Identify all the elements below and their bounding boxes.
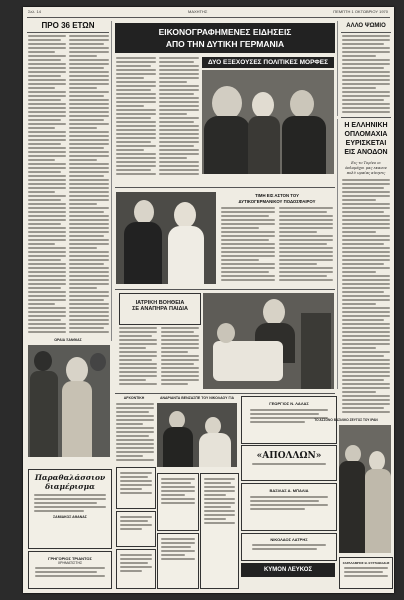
photo-football-honor bbox=[116, 192, 216, 284]
story3-title-line1: ΙΑΤΡΙΚΗ ΒΟΗΘΕΙΑ bbox=[135, 300, 185, 306]
small-ad-6 bbox=[200, 473, 239, 589]
column-rule bbox=[337, 21, 338, 116]
small-ad-4 bbox=[157, 473, 199, 531]
right-text-1 bbox=[342, 35, 390, 115]
statue-caption: ΑΝΔΡΙΑΝΤΑ ΒΕΝΖΑΣΠΕ ΤΟΥ ΝΙΚΟΛΑΟΥ ΓΙΑ bbox=[159, 396, 235, 400]
apollon-title: «ΑΠΟΛΛΩΝ» bbox=[256, 451, 322, 461]
right-text-2 bbox=[342, 179, 390, 415]
ad-title-line1: Παραθαλάσσιον bbox=[34, 473, 106, 482]
right-column-title: ΑΛΛΟ ΨΩΜΙΟ bbox=[346, 23, 386, 29]
photo-statue bbox=[157, 403, 237, 467]
kymon-banner: ΚΥΜΟΝ ΛΕΥΚΟΣ bbox=[241, 563, 335, 577]
left-text-col-1 bbox=[28, 35, 66, 335]
efstathiadis-name: ΧΑΡΑΛΑΜΠΟΣ Θ. ΕΥΣΤΑΘΙΑΔΗΣ bbox=[342, 561, 390, 565]
photo-medical-aid bbox=[203, 293, 334, 389]
ad-title-line2: διαμέρισμα bbox=[45, 482, 95, 491]
story3-text-b bbox=[161, 327, 199, 389]
broker-name: ΓΡΗΓΟΡΙΟΣ ΤΡΙΑΝΤΟΣ bbox=[48, 556, 92, 561]
broker-title: ΧΡΗΜΑΤΙΣΤΗΣ bbox=[57, 561, 83, 565]
fencing-headline-line2: ΟΠΛΟΜΑΧΙΑ bbox=[344, 131, 388, 138]
lalas-name: ΓΕΩΡΓΙΟΣ Ν. ΛΑΛΑΣ bbox=[269, 401, 309, 406]
left-photo-soldiers bbox=[28, 345, 110, 457]
title-rule bbox=[341, 32, 391, 33]
issue-date: ΠΕΜΠΤΗ 1 ΟΚΤΩΒΡΙΟΥ 1970 bbox=[333, 9, 388, 14]
story3-title-line2: ΣΕ ΑΝΑΠΗΡΑ ΠΑΙΔΙΑ bbox=[132, 306, 188, 312]
latris-name: ΝΙΚΟΛΑΟΣ ΛΑΤΡΗΣ bbox=[270, 537, 308, 542]
story2-text-b bbox=[279, 207, 333, 285]
story3-text-a bbox=[119, 327, 157, 389]
story1-text-b bbox=[159, 57, 199, 183]
chronicle-text bbox=[116, 403, 154, 463]
balias-ad bbox=[241, 483, 337, 531]
story2-title-line1: ΤΙΜΗ ΕΙΣ ΑΣΤΟΝ ΤΟΥ bbox=[255, 193, 299, 198]
balias-name: ΒΑΣΙΛΑΣ Α. ΜΠΑΛΙΑ bbox=[269, 488, 309, 493]
center-rule bbox=[115, 187, 335, 188]
story2-text-a bbox=[221, 207, 275, 285]
left-text-col-2 bbox=[69, 35, 109, 335]
left-column-title: ΠΡΟ 36 ΕΤΩΝ bbox=[41, 21, 95, 30]
photo-news-banner bbox=[115, 23, 335, 53]
masthead: ΜΑΧΗΤΗΣ bbox=[188, 9, 208, 14]
page-label: Σελ. 14 bbox=[28, 9, 41, 14]
banner-line-2: ΑΠΟ ΤΗΝ ΔΥΤΙΚΗ ΓΕΡΜΑΝΙΑ bbox=[165, 39, 285, 49]
latris-ad bbox=[241, 533, 337, 561]
header-rule bbox=[27, 17, 390, 18]
chronicle-title: ΑΡΧΟΝΤΙΚΗ bbox=[123, 396, 145, 400]
center-rule bbox=[115, 393, 335, 394]
fencing-headline-line1: Η ΕΛΛΗΝΙΚΗ bbox=[344, 122, 388, 129]
royal-couple-caption: ΤΟ ΑΣΣΟΝΟ ΒΑΣΙΛΙΚΟ ΖΕΥΓΟΣ ΤΟΥ ΙΡΑΝ bbox=[314, 418, 378, 422]
fencing-headline-line4: ΕΙΣ ΑΝΟΔΟΝ bbox=[344, 149, 388, 156]
photo-politicians bbox=[202, 70, 334, 174]
small-ad-2 bbox=[116, 511, 156, 547]
broker-ad bbox=[28, 551, 112, 589]
photo1-caption: ΔΥΟ ΕΞΕΧΟΥΣΕΣ ΠΟΛΙΤΙΚΕΣ ΜΟΡΦΕΣ bbox=[202, 57, 334, 68]
banner-line-1: ΕΙΚΟΝΟΓΡΑΦΗΜΕΝΕΣ ΕΙΔΗΣΕΙΣ bbox=[158, 27, 292, 37]
photo-royal-couple bbox=[339, 425, 391, 553]
apollon-ad bbox=[241, 445, 337, 481]
title-rule bbox=[27, 32, 109, 33]
apartment-ad bbox=[28, 469, 112, 549]
fencing-headline-line3: ΕΥΡΙΣΚΕΤΑΙ bbox=[345, 140, 387, 147]
column-rule bbox=[111, 21, 112, 341]
newspaper-page bbox=[23, 7, 394, 593]
center-rule bbox=[115, 289, 335, 290]
ad-contact-name: ΣΑΜΙΑΚΟΣ ΑΘΑΝΑΣ bbox=[53, 515, 87, 519]
efstathiadis-ad bbox=[339, 557, 393, 589]
story2-title bbox=[221, 193, 333, 205]
small-ad-3 bbox=[116, 549, 156, 589]
story1-text-a bbox=[116, 57, 156, 183]
fencing-subhead: Εις το Τορίνο οι όπλομάχοι μας εκανον πολύ ωραίας κίνησις bbox=[345, 161, 387, 175]
small-ad-5 bbox=[157, 533, 199, 589]
story2-title-line2: ΔΥΤΙΚΟΓΕΡΜΑΝΙΚΟΥ ΠΟΔΟΣΦΑΙΡΟΥ bbox=[238, 199, 316, 204]
left-photo-caption: ΩΡΑΙΑ ΞΑΝΘΙΑΣ bbox=[54, 338, 82, 342]
small-ad-1 bbox=[116, 467, 156, 509]
column-rule bbox=[337, 119, 338, 389]
story3-title-box bbox=[119, 293, 201, 325]
fencing-headline bbox=[339, 121, 393, 157]
right-rule bbox=[341, 117, 391, 118]
